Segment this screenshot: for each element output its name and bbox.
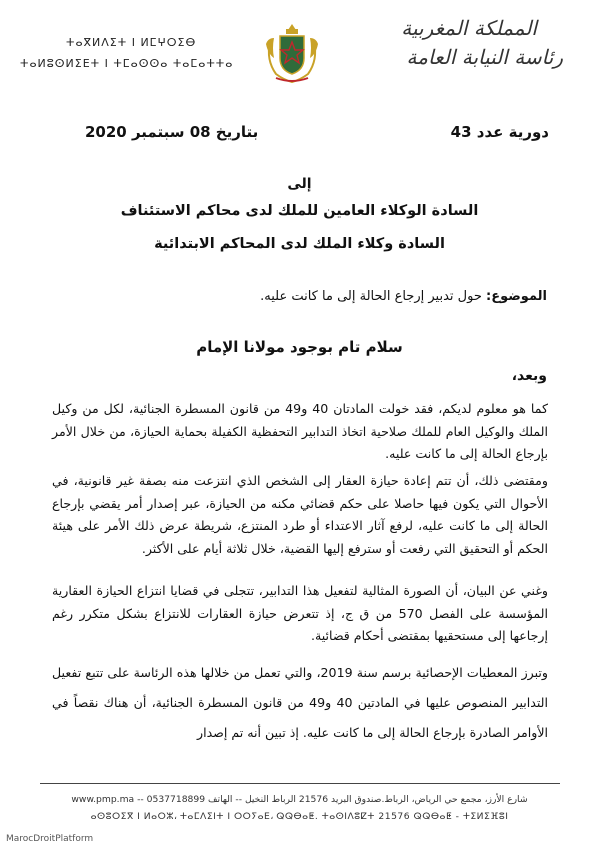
- footer-address-tifinagh: ⴰⵙⵓⵔⵉⴳ ⵏ ⵍⴰⵔⵣ، ⵜⴰⵎⴷⵉⵏⵜ ⵏ ⵔⵔⵢⴰⴹ، ⵕⵕⴱⴰⵟ. ⵜⴰⵙⵏⴷⵓⵇⵜ 21576 ⵕⵕⴱⴰⵟ - ⵜⵉⵍⵉⴼⵓⵏ: [90, 811, 509, 822]
- footer-divider: [40, 783, 560, 784]
- paragraph-text: وغني عن البيان، أن الصورة المثالية لتفعيل هذا التدابير، تتجلى في قضايا انتزاع الحيازة العقارية المؤسسة على الفصل 570 من ق ج، إذ تتعرض حيازة العقارات للانتزاع بشكل متكرر رغم إرجاعها إلى مستحقيها بمقتضى أحكام قضائية.: [52, 583, 548, 643]
- coat-of-arms-emblem: [262, 20, 322, 84]
- subject-line: [260, 289, 547, 304]
- body-paragraph-1: [52, 398, 548, 466]
- greeting: سلام تام بوجود مولانا الإمام: [196, 338, 403, 356]
- arabic-header-kingdom: المملكة المغربية: [401, 16, 537, 40]
- watermark-text: MarocDroitPlatform: [6, 834, 94, 844]
- wabaad: وبعد،: [511, 368, 547, 384]
- paragraph-text: وتبرز المعطيات الإحصائية برسم سنة 2019، والتي تعمل من خلالها هذه الرئاسة على تتبع تفعيل التدابير المنصوص عليها في المادتين 40 و49 من قانون المسطرة الجنائية، أن هناك نقصاً في الأوامر الصادرة بإرجاع الحالة إلى ما كانت عليه. إذ تبين أنه تم إصدار: [52, 665, 548, 740]
- body-paragraph-4: [52, 658, 548, 748]
- circular-date: بتاريخ 08 سبتمبر 2020: [85, 123, 259, 141]
- subject-label: الموضوع:: [486, 289, 547, 304]
- recipient-line-2: السادة وكلاء الملك لدى المحاكم الابتدائية: [154, 236, 445, 252]
- subject-text: حول تدبير إرجاع الحالة إلى ما كانت عليه.: [260, 289, 482, 304]
- circular-number: دورية عدد 43: [450, 123, 549, 141]
- body-paragraph-3: [52, 580, 548, 648]
- footer-address-arabic: شارع الأرز، مجمع حي الرياض، الرباط.صندوق البريد 21576 الرباط النخيل -- الهاتف 0537718899 -- www.pmp.ma: [71, 794, 528, 805]
- arabic-header-presidency: رئاسة النيابة العامة: [406, 45, 563, 69]
- paragraph-text: كما هو معلوم لديكم، فقد خولت المادتان 40 و49 من قانون المسطرة الجنائية، لكل من وكيل الملك والوكيل العام للملك صلاحية اتخاذ التدابير التحفظية الكفيلة بحماية الحيازة، من خلال الأمر بإرجاع الحالة إلى ما كانت عليه.: [52, 401, 548, 461]
- tifinagh-header-line2: ⵜⴰⵍⵓⵙⵍⵉⴹⵜ ⵏ ⵜⵎⴰⵙⵙⴰ ⵜⴰⵎⴰⵜⵜⴰ: [20, 57, 234, 70]
- recipient-to: إلى: [287, 176, 312, 192]
- tifinagh-header-line1: ⵜⴰⴳⵍⴷⵉⵜ ⵏ ⵍⵎⵖⵔⵉⴱ: [66, 36, 197, 49]
- recipient-line-1: السادة الوكلاء العامين للملك لدى محاكم الاستئناف: [120, 203, 479, 219]
- body-paragraph-2: [52, 470, 548, 560]
- paragraph-text: ومقتضى ذلك، أن تتم إعادة حيازة العقار إلى الشخص الذي انتزعت منه بصفة غير قانونية، في الأحوال التي يكون فيها حاصلا على حكم قضائي مكنه من الحيازة، عبر إصدار أمر يقضي بإرجاع الحالة إلى ما كانت عليه، لرفع آثار الاعتداء أو طرد المنتزع، شريطة عرض ذلك الأمر على هيئة الحكم أو التحقيق التي رفعت أو سترفع إليها القضية، خلال ثلاثة أيام على الأكثر.: [52, 473, 548, 556]
